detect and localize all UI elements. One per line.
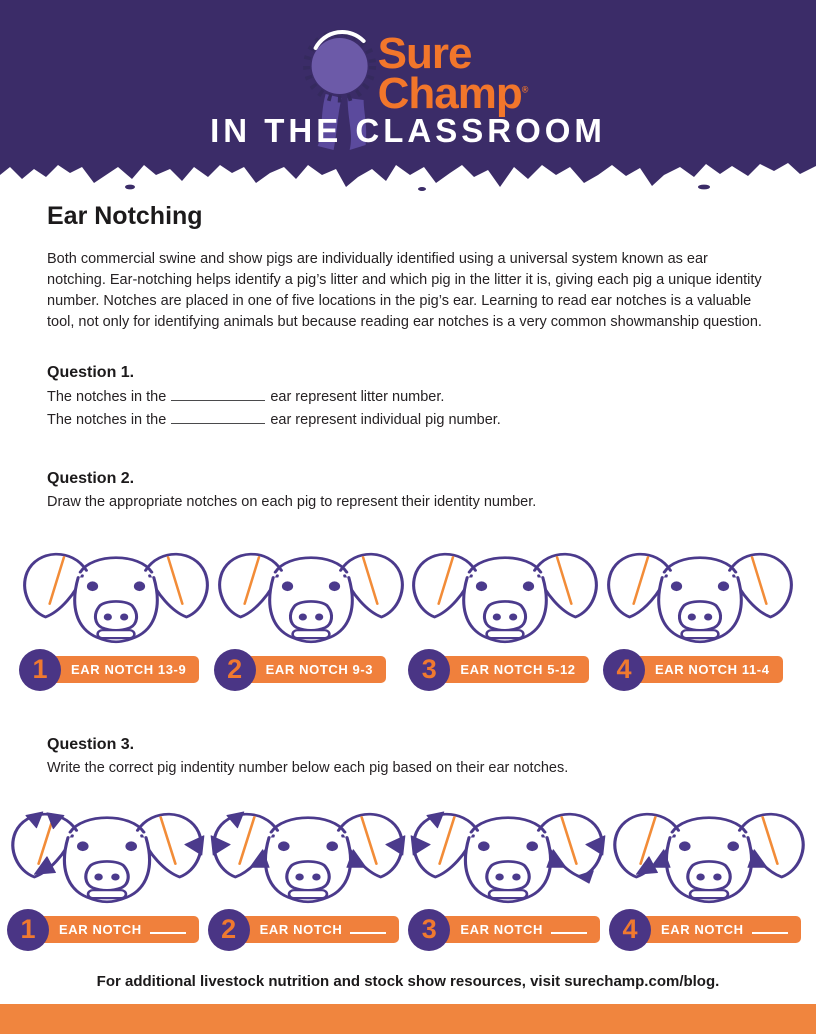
pig-number-badge bbox=[408, 909, 450, 951]
pig-head-dome bbox=[70, 817, 144, 832]
pig-eye-right bbox=[326, 841, 338, 851]
pig-snout bbox=[86, 861, 128, 890]
ear-notch-pill bbox=[32, 916, 199, 943]
pig-eye-left bbox=[679, 841, 691, 851]
pig-head-illustration bbox=[214, 530, 408, 646]
pig-mouth bbox=[690, 890, 728, 898]
pig-label bbox=[603, 648, 797, 692]
ear-notch-pill bbox=[239, 656, 386, 683]
pig-figure bbox=[19, 530, 213, 692]
pig-figure bbox=[7, 790, 207, 952]
pig-label-blank bbox=[551, 925, 587, 934]
pig-label-blank bbox=[150, 925, 186, 934]
pig-label-text: EAR NOTCH bbox=[660, 922, 744, 938]
question-3-section bbox=[20, 735, 769, 952]
pig-label-blank bbox=[752, 925, 788, 934]
pig-nostril-right bbox=[713, 873, 721, 880]
header-banner bbox=[0, 0, 816, 190]
pig-label-text: EAR NOTCH bbox=[59, 922, 142, 938]
pig-snout bbox=[286, 861, 328, 890]
pig-nostril-left bbox=[496, 873, 504, 880]
pig-label bbox=[19, 648, 213, 692]
torn-paper-edge bbox=[0, 158, 816, 192]
pig-figure bbox=[609, 790, 809, 952]
pig-nostril-left bbox=[295, 873, 303, 880]
worksheet-body bbox=[0, 202, 816, 952]
pig-number: 2 bbox=[227, 654, 243, 685]
pig-nostril-right bbox=[704, 613, 712, 620]
pig-label bbox=[408, 648, 602, 692]
pig-number-badge bbox=[214, 649, 256, 691]
pig-snout bbox=[95, 601, 136, 630]
pig-head-illustration bbox=[603, 530, 797, 646]
question-1-line-1: The notches in the ear represent litter number. bbox=[47, 388, 445, 405]
pig-mouth bbox=[292, 630, 329, 638]
pig-label bbox=[408, 908, 608, 952]
intro-paragraph: Both commercial swine and show pigs are individually identified using a universal system known as ear notching. Ear-notching helps identify a pig’s litter and which pig in the litter it is, giving each pig a unique identity number. Notches are placed in one of five locations in the pig’s ear. Learning to read ear notches is a valuable tool, not only for identifying animals but because reading ear notches is a very common showmanship question. bbox=[47, 251, 762, 331]
pig-eye-left bbox=[478, 841, 490, 851]
pig-nostril-left bbox=[298, 613, 306, 620]
pig-eye-right bbox=[523, 581, 534, 591]
ear-notch-pill bbox=[233, 916, 400, 943]
pig-eye-left bbox=[278, 841, 290, 851]
pig-snout bbox=[688, 861, 730, 890]
pig-eye-left bbox=[87, 581, 98, 591]
question-3-heading: Question 3. bbox=[47, 735, 135, 753]
pig-head-dome bbox=[275, 557, 346, 572]
footer-text: For additional livestock nutrition and stock show resources, visit surechamp.com/blog. bbox=[96, 973, 720, 990]
pig-figure bbox=[408, 530, 602, 692]
pig-eye-right bbox=[527, 841, 539, 851]
pig-eye-right bbox=[134, 581, 145, 591]
pig-number-badge bbox=[7, 909, 49, 951]
question-2-instruction: Draw the appropriate notches on each pig to represent their identity number. bbox=[47, 493, 537, 510]
question-2-pig-row bbox=[19, 530, 797, 692]
pig-head-illustration bbox=[408, 790, 608, 906]
pig-eye-right bbox=[727, 841, 739, 851]
pig-number-badge bbox=[19, 649, 61, 691]
pig-nostril-left bbox=[688, 613, 696, 620]
pig-number-badge bbox=[603, 649, 645, 691]
pig-label-text: EAR NOTCH 9-3 bbox=[265, 662, 374, 678]
pig-head-illustration bbox=[7, 790, 207, 906]
question-3-pig-row bbox=[7, 790, 809, 952]
pig-label-text: EAR NOTCH bbox=[460, 922, 543, 938]
pig-eye-left bbox=[476, 581, 487, 591]
fill-in-blank bbox=[171, 411, 265, 424]
pig-label-text: EAR NOTCH 11-4 bbox=[654, 662, 770, 678]
bottom-accent-bar bbox=[0, 1004, 816, 1034]
registered-mark: ® bbox=[521, 84, 529, 95]
pig-head-dome bbox=[470, 557, 541, 572]
pig-eye-right bbox=[125, 841, 137, 851]
pig-eye-left bbox=[77, 841, 89, 851]
pig-head-dome bbox=[471, 817, 545, 832]
pig-label bbox=[609, 908, 809, 952]
pig-label bbox=[214, 648, 408, 692]
question-1-section bbox=[47, 364, 769, 428]
fill-in-blank bbox=[171, 388, 265, 401]
pig-number: 1 bbox=[32, 654, 48, 685]
pig-nostril-left bbox=[104, 613, 112, 620]
question-2-heading: Question 2. bbox=[47, 469, 135, 487]
pig-head-dome bbox=[271, 817, 345, 832]
pig-mouth bbox=[489, 890, 527, 898]
pig-number-badge bbox=[208, 909, 250, 951]
pig-snout bbox=[485, 601, 526, 630]
pig-figure bbox=[214, 530, 408, 692]
pig-nostril-left bbox=[696, 873, 704, 880]
pig-head-illustration bbox=[208, 790, 408, 906]
pig-label-blank bbox=[350, 925, 386, 934]
pig-eye-right bbox=[329, 581, 340, 591]
logo-line2: Champ® bbox=[377, 69, 529, 119]
pig-number: 1 bbox=[20, 914, 36, 945]
pig-number: 3 bbox=[421, 914, 437, 945]
pig-number-badge bbox=[609, 909, 651, 951]
pig-nostril-left bbox=[94, 873, 102, 880]
pig-label-text: EAR NOTCH bbox=[259, 922, 343, 938]
pig-number: 4 bbox=[616, 654, 632, 685]
question-1-heading: Question 1. bbox=[47, 363, 135, 381]
pig-number: 3 bbox=[421, 654, 437, 685]
ear-notch-pill bbox=[628, 656, 783, 683]
pig-head-illustration bbox=[19, 530, 213, 646]
pig-mouth bbox=[88, 890, 126, 898]
pig-nostril-right bbox=[513, 873, 521, 880]
pig-label-text: EAR NOTCH 5-12 bbox=[460, 662, 576, 678]
pig-eye-left bbox=[282, 581, 293, 591]
pig-head-dome bbox=[672, 817, 746, 832]
question-2-section bbox=[32, 469, 770, 692]
ear-notch-pill bbox=[44, 656, 199, 683]
pig-nostril-right bbox=[120, 613, 128, 620]
pig-mouth bbox=[682, 630, 719, 638]
pig-nostril-right bbox=[312, 873, 320, 880]
ear-notch-pill bbox=[634, 916, 801, 943]
pig-nostril-right bbox=[509, 613, 517, 620]
logo-wordmark bbox=[377, 29, 529, 119]
pig-figure bbox=[208, 790, 408, 952]
pig-snout bbox=[487, 861, 529, 890]
pig-head-illustration bbox=[408, 530, 602, 646]
pig-snout bbox=[290, 601, 331, 630]
pig-mouth bbox=[487, 630, 524, 638]
pig-label bbox=[208, 908, 408, 952]
pig-label bbox=[7, 908, 207, 952]
pig-nostril-right bbox=[111, 873, 119, 880]
ear-notch-pill bbox=[433, 916, 600, 943]
ear-notch-pill bbox=[433, 656, 588, 683]
pig-nostril-left bbox=[493, 613, 501, 620]
pig-head-illustration bbox=[609, 790, 809, 906]
pig-mouth bbox=[289, 890, 327, 898]
logo-line1: Sure bbox=[377, 29, 472, 78]
pig-number: 4 bbox=[622, 914, 638, 945]
pig-head-dome bbox=[80, 557, 151, 572]
pig-head-dome bbox=[664, 557, 735, 572]
question-3-instruction: Write the correct pig indentity number below each pig based on their ear notches. bbox=[47, 759, 569, 776]
pig-label-text: EAR NOTCH 13-9 bbox=[71, 662, 187, 678]
pig-number: 2 bbox=[221, 914, 237, 945]
pig-snout bbox=[679, 601, 720, 630]
page-title: Ear Notching bbox=[47, 202, 203, 230]
question-1-line-2: The notches in the ear represent individual pig number. bbox=[47, 411, 501, 428]
pig-figure bbox=[408, 790, 608, 952]
pig-number-badge bbox=[408, 649, 450, 691]
banner-tagline: IN THE CLASSROOM bbox=[210, 112, 606, 149]
pig-nostril-right bbox=[315, 613, 323, 620]
pig-figure bbox=[603, 530, 797, 692]
pig-mouth bbox=[98, 630, 135, 638]
pig-eye-right bbox=[718, 581, 729, 591]
pig-eye-left bbox=[671, 581, 682, 591]
